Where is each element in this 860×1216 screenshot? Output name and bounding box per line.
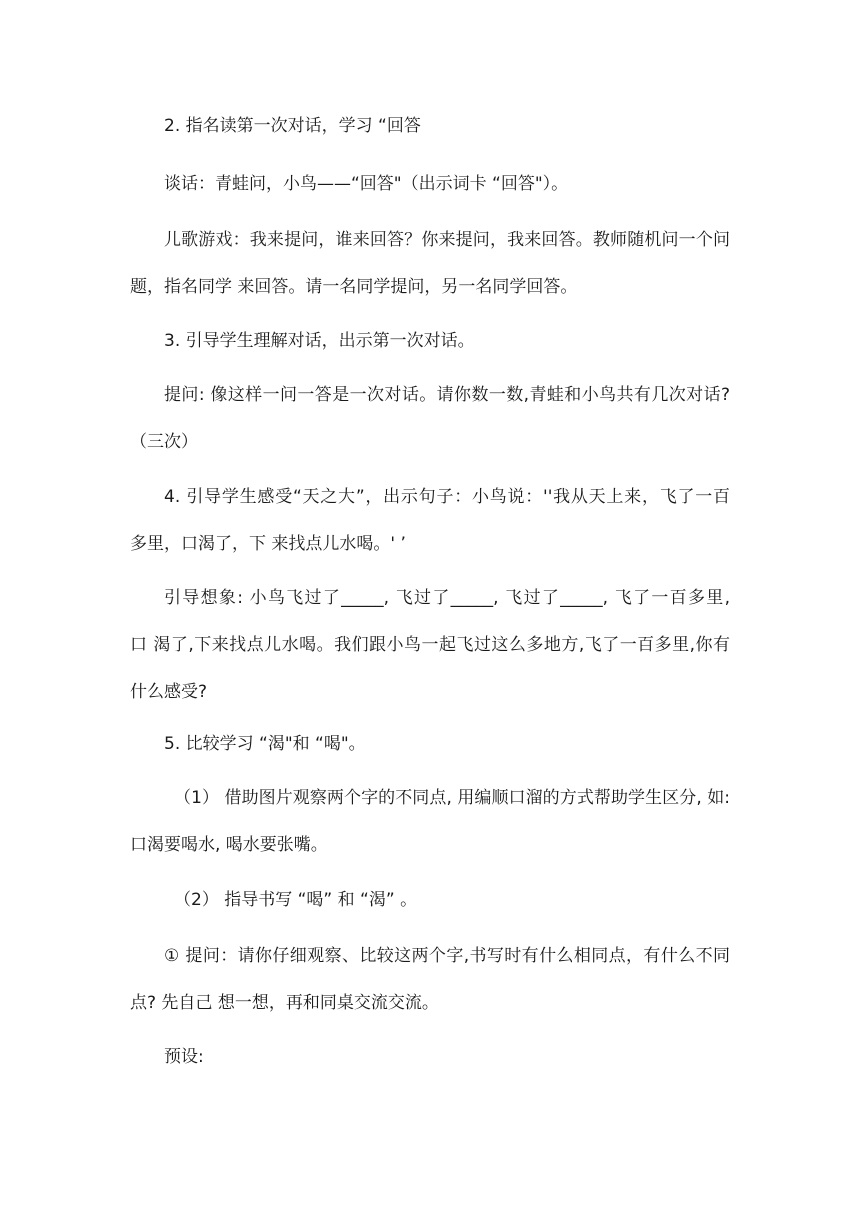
text-line: 引导想象: 小鸟飞过了_____, 飞过了_____, 飞过了_____, 飞了一百多里,: [164, 588, 730, 608]
text-line: 口渴要喝水, 喝水要张嘴。: [130, 835, 328, 855]
text-line: 2. 指名读第一次对话，学习 “回答: [164, 116, 421, 136]
paragraph-section-4-heading: [130, 474, 730, 568]
paragraph-section-2-heading: [130, 103, 730, 150]
paragraph-item-2: [130, 877, 730, 924]
text-line: 什么感受?: [130, 682, 208, 702]
text-line: 儿歌游戏：我来提问，谁来回答？你来提问，我来回答。教师随机问一个问: [164, 230, 730, 250]
text-line: 点? 先自己 想一想，再和同桌交流交流。: [130, 993, 439, 1013]
paragraph-question-count: [130, 372, 730, 466]
text-line: ① 提问：请你仔细观察、比较这两个字,书写时有什么相同点，有什么不同: [164, 946, 730, 966]
paragraph-section-5-heading: [130, 721, 730, 768]
paragraph-guided-imagination: [130, 575, 730, 716]
paragraph-item-1: [130, 775, 730, 869]
text-line: 题，指名同学 来回答。请一名同学提问，另一名同学回答。: [130, 277, 578, 297]
text-line: （2） 指导书写 “喝” 和 “渴” 。: [174, 890, 418, 910]
text-line: 口 渴了,下来找点儿水喝。我们跟小鸟一起飞过这么多地方,飞了一百多里,你有: [130, 635, 730, 655]
paragraph-preset: [130, 1034, 730, 1081]
paragraph-rhyme-game: [130, 217, 730, 311]
paragraph-section-3-heading: [130, 318, 730, 365]
text-line: 提问: 像这样一问一答是一次对话。请你数一数,青蛙和小鸟共有几次对话?: [164, 385, 730, 405]
text-line: 4. 引导学生感受“天之大”，出示句子：小鸟说：''我从天上来，飞了一百: [164, 487, 730, 507]
text-line: （三次）: [130, 432, 198, 452]
text-line: 3. 引导学生理解对话，出示第一次对话。: [164, 331, 475, 351]
text-line: 预设:: [164, 1047, 204, 1067]
text-line: 谈话：青蛙问，小鸟——“回答"（出示词卡 “回答"）。: [164, 174, 569, 194]
text-line: 5. 比较学习 “渴"和 “喝"。: [164, 734, 366, 754]
text-line: （1） 借助图片观察两个字的不同点, 用编顺口溜的方式帮助学生区分, 如:: [174, 788, 730, 808]
paragraph-dialogue-talk: [130, 161, 730, 208]
text-line: 多里，口渴了，下 来找点儿水喝。' ’: [130, 534, 406, 554]
paragraph-question-compare: [130, 933, 730, 1027]
